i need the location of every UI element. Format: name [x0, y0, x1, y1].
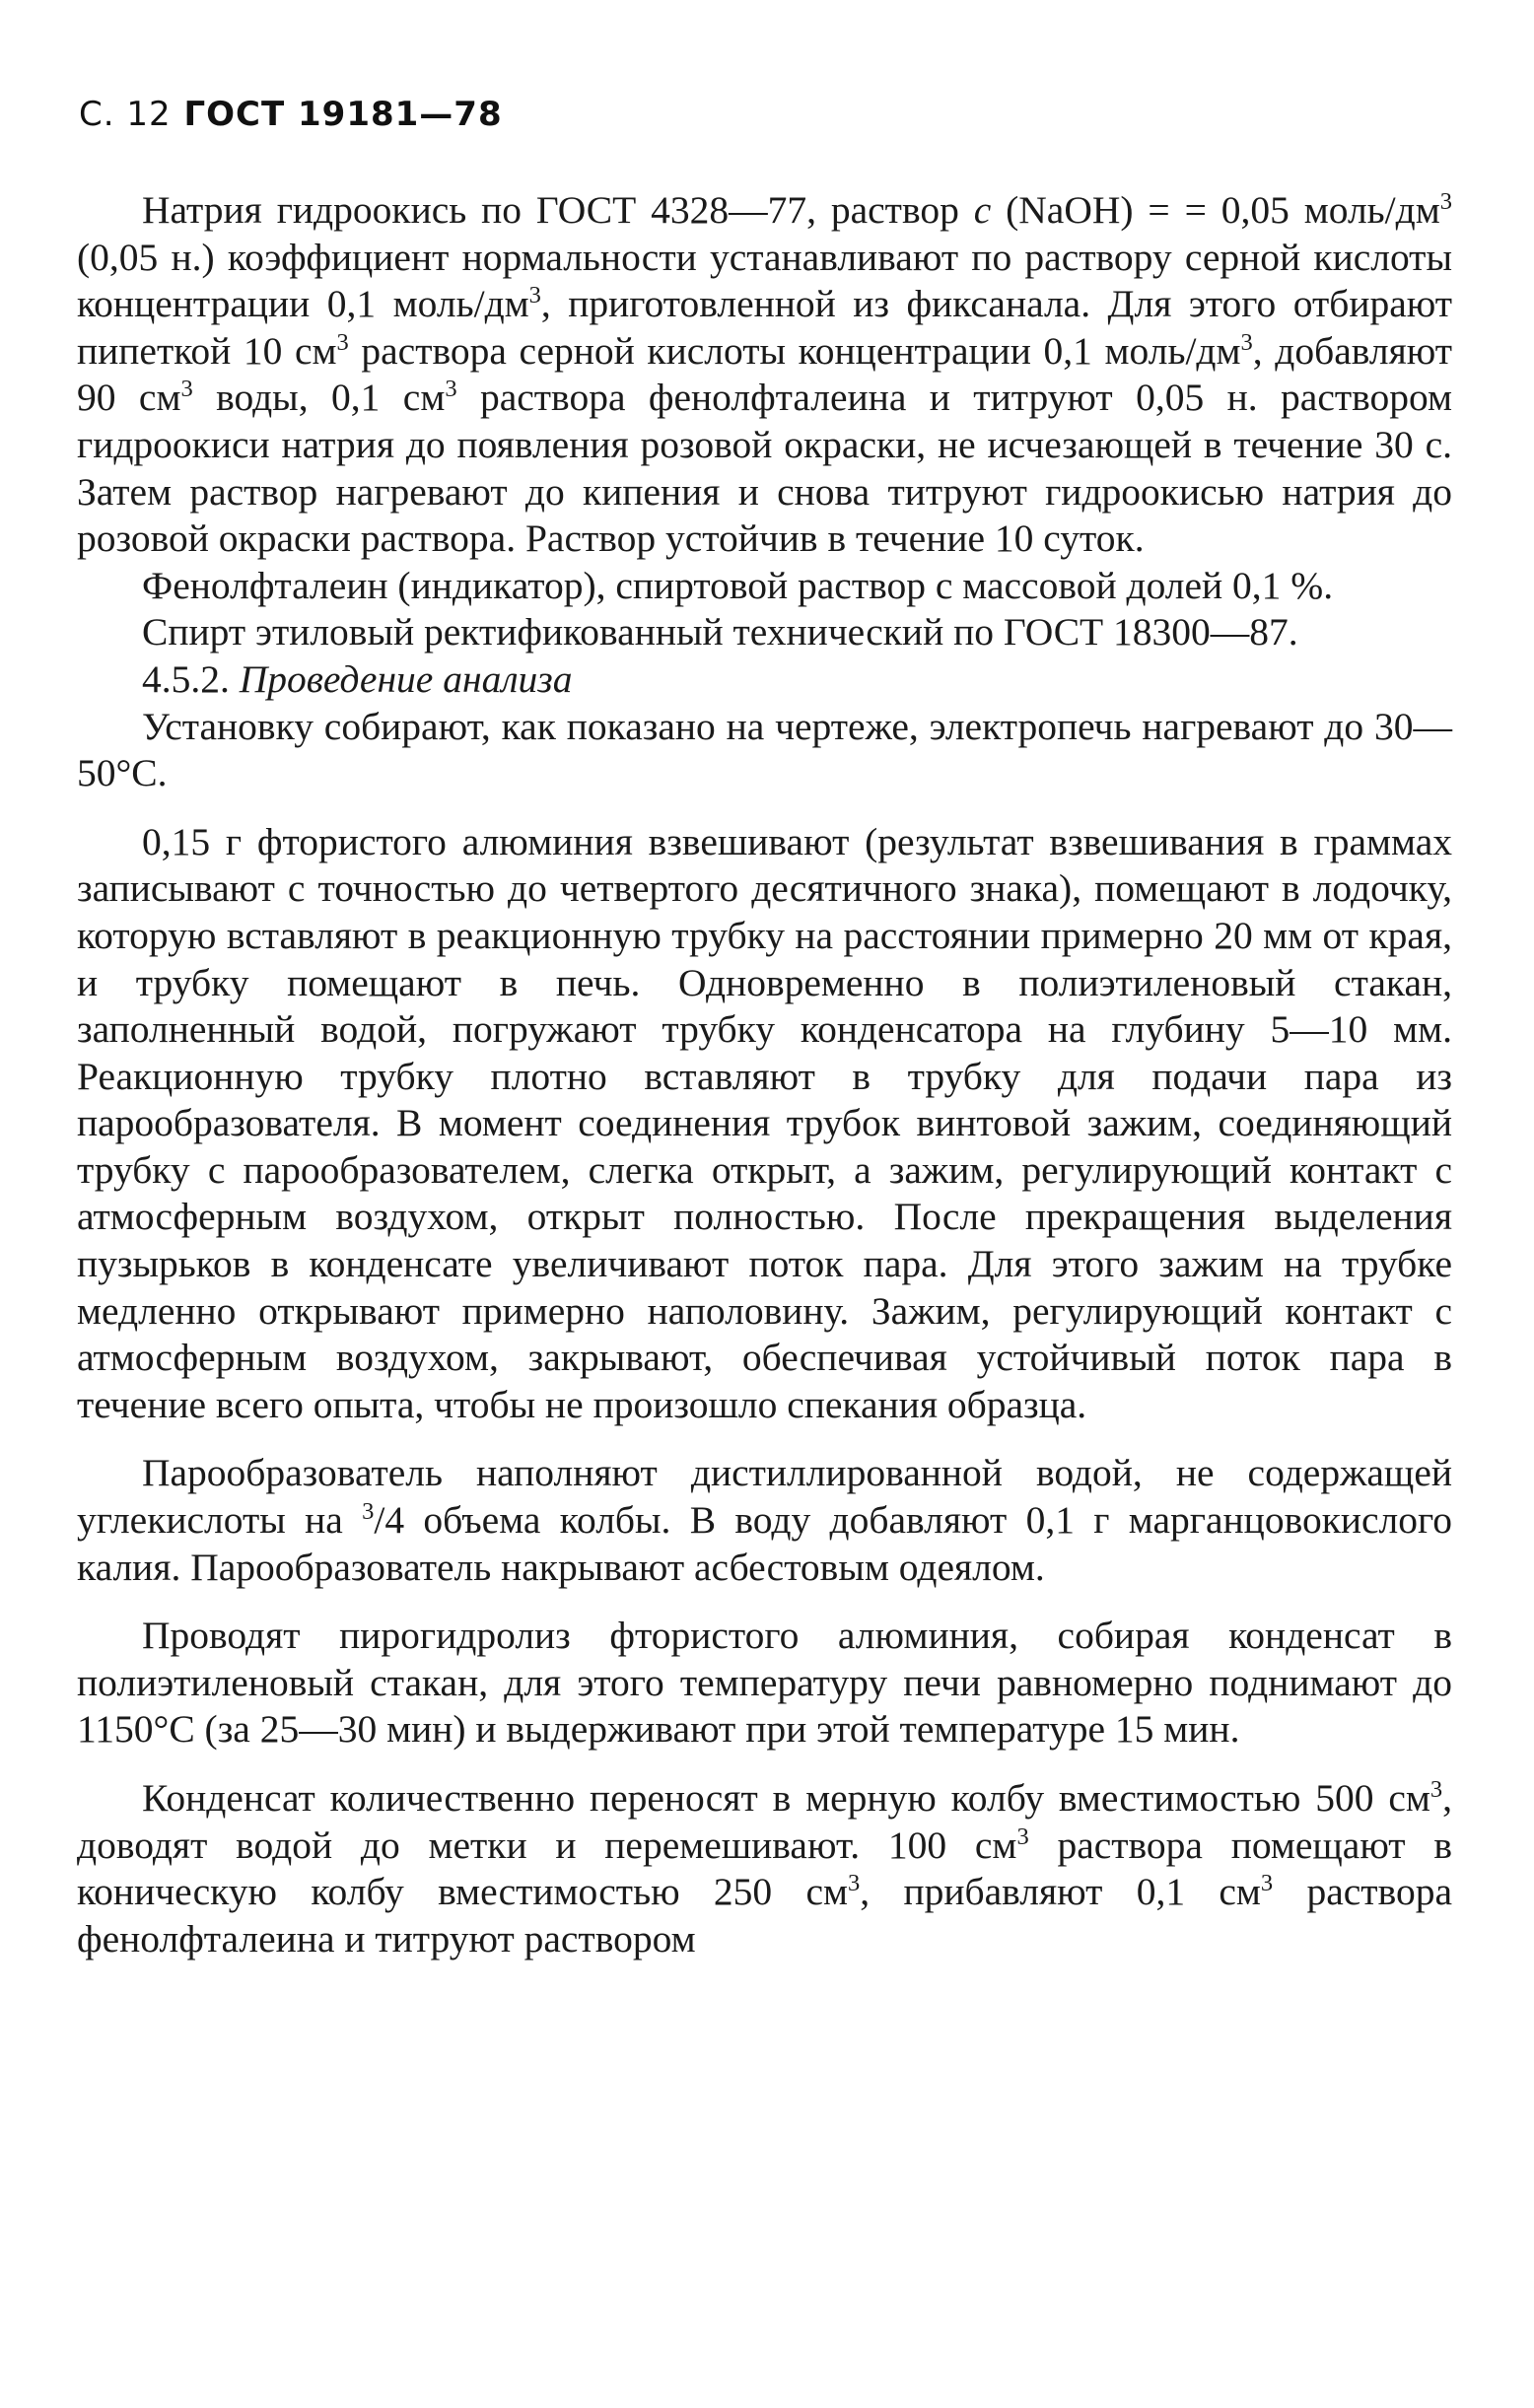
text-run: Спирт этиловый ректификованный технический по ГОСТ 18300—87. [142, 610, 1298, 654]
text-run: , приготовленной из фиксанала. Для этого отбирают пипеткой 10 см [77, 282, 1452, 373]
text-run: раствора серной кислоты концентрации 0,1 моль/дм [348, 328, 1241, 373]
text-run: Установку собирают, как показано на чертеже, электропечь нагревают до 30—50°С. [77, 704, 1452, 795]
superscript: 3 [336, 328, 349, 356]
paragraph [77, 609, 1452, 656]
superscript: 3 [445, 376, 457, 403]
superscript: 3 [180, 376, 193, 403]
text-run: Проводят пирогидролиз фтористого алюминия, собирая конденсат в полиэтиленовый стакан, для этого температуру печи равномерно поднимают до 1150°С (за 25—30 мин) и выдерживают при этой температуре 15 мин. [77, 1614, 1452, 1752]
text-run: /4 объема колбы. В воду добавляют 0,1 г марганцовокислого калия. Парообразователь накрывают асбестовым одеялом. [77, 1498, 1452, 1589]
superscript: 3 [1439, 187, 1452, 215]
text-run: раствора фенолфталеина и титруют 0,05 н. раствором гидроокиси натрия до появления розовой окраски, не исчезающей в течение 30 с. Затем раствор нагревают до кипения и снова титруют гидроокисью натрия до розовой окраски раствора. Раствор устойчив в течение 10 суток. [77, 376, 1452, 561]
superscript: 3 [1429, 1775, 1443, 1803]
paragraph [77, 1450, 1452, 1591]
document-body [77, 187, 1452, 1962]
superscript: 3 [848, 1870, 861, 1897]
text-run: Парообразователь наполняют дистиллированной водой, не содержащей углекислоты на [77, 1451, 1452, 1543]
superscript: 3 [528, 282, 541, 310]
text-run: Фенолфталеин (индикатор), спиртовой раствор с массовой долей 0,1 %. [142, 563, 1334, 607]
superscript: 3 [1016, 1823, 1029, 1850]
text-run: (NaOH) = = 0,05 моль/дм [991, 188, 1440, 232]
paragraph [77, 704, 1452, 797]
italic-text: Проведение анализа [239, 656, 573, 701]
superscript: 3 [1240, 328, 1253, 356]
text-run: , доводят водой до метки и перемешивают. 100 см [77, 1776, 1452, 1867]
paragraph [77, 1775, 1452, 1962]
superscript: 3 [1260, 1870, 1274, 1897]
paragraph [77, 563, 1452, 610]
paragraph [77, 819, 1452, 1429]
section-heading [77, 656, 1452, 704]
text-run: раствора помещают в коническую колбу вместимостью 250 см [77, 1823, 1452, 1914]
superscript: 3 [362, 1497, 375, 1525]
paragraph [77, 187, 1452, 563]
text-run: 0,15 г фтористого алюминия взвешивают (результат взвешивания в граммах записывают с точностью до четвертого десятичного знака), помещают в лодочку, которую вставляют в реакционную трубку на расстоянии примерно 20 мм от края, и трубку помещают в печь. Одновременно в полиэтиленовый стакан, заполненный водой, погружают трубку конденсатора на глубину 5—10 мм. Реакционную трубку плотно вставляют в трубку для подачи пара из парообразователя. В момент соединения трубок винтовой зажим, соединяющий трубку с парообразователем, слегка открыт, а зажим, регулирующий контакт с атмосферным воздухом, открыт полностью. После прекращения выделения пузырьков в конденсате увеличивают поток пара. Для этого зажим на трубке медленно открывают примерно наполовину. Зажим, регулирующий контакт с атмосферным воздухом, закрывают, обеспечивая устойчивый поток пара в течение всего опыта, чтобы не произошло спекания образца. [77, 819, 1452, 1426]
text-run: Конденсат количественно переносят в мерную колбу вместимостью 500 см [142, 1776, 1430, 1820]
standard-number: ГОСТ 19181—78 [183, 95, 503, 134]
text-run: 4.5.2. [142, 656, 240, 701]
text-run: (0,05 н.) коэффициент нормальности устанавливают по раствору серной кислоты концентрации 0,1 моль/дм [77, 235, 1452, 326]
text-run: , добавляют 90 см [77, 328, 1452, 420]
paragraph [77, 1613, 1452, 1754]
italic-text: c [973, 188, 992, 232]
text-run: воды, 0,1 см [192, 376, 446, 420]
page-header [79, 95, 503, 134]
text-run: , прибавляют 0,1 см [860, 1870, 1261, 1914]
page-number: С. 12 [79, 95, 172, 134]
text-run: раствора фенолфталеина и титруют раствором [77, 1870, 1452, 1961]
text-run: Натрия гидроокись по ГОСТ 4328—77, раствор [142, 188, 974, 232]
